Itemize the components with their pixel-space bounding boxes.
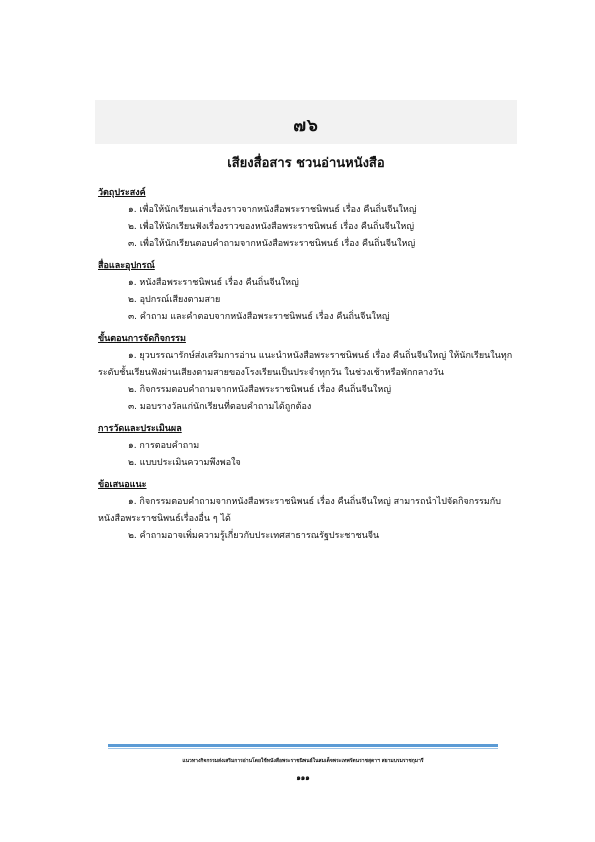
procedure-paragraph: ๑. ยุวบรรณารักษ์ส่งเสริมการอ่าน แนะนำหนังสือพระราชนิพนธ์ เรื่อง คืนถิ่นจีนใหญ่ ให้นักเรียนในทุกระดับชั้นเรียนฟังผ่านเสียงตามสายของโรงเรียนเป็นประจำทุกวัน ในช่วงเช้าหรือพักกลางวัน xyxy=(98,351,513,378)
objective-item: ๑. เพื่อให้นักเรียนเล่าเรื่องราวจากหนังสือพระราชนิพนธ์ เรื่อง คืนถิ่นจีนใหญ่ xyxy=(128,205,417,215)
footer-caption: แนวทางกิจกรรมส่งเสริมการอ่านโดยใช้หนังสือพระราชนิพนธ์ในสมเด็จพระเทพรัตนราชสุดาฯ สยามบรมราชกุมารี xyxy=(182,758,424,764)
evaluation-section xyxy=(98,421,518,472)
evaluation-item: ๒. แบบประเมินความพึงพอใจ xyxy=(128,458,241,468)
suggestion-item: ๒. คำถามอาจเพิ่มความรู้เกี่ยวกับประเทศสาธารณรัฐประชาชนจีน xyxy=(128,531,380,541)
procedure-section xyxy=(98,331,518,416)
procedure-item: ๒. กิจกรรมตอบคำถามจากหนังสือพระราชนิพนธ์ เรื่อง คืนถิ่นจีนใหญ่ xyxy=(128,385,392,395)
materials-section xyxy=(98,258,518,326)
evaluation-heading: การวัดและประเมินผล xyxy=(98,424,182,434)
material-item: ๓. คำถาม และคำตอบจากหนังสือพระราชนิพนธ์ เรื่อง คืนถิ่นจีนใหญ่ xyxy=(128,312,390,322)
procedure-item: ๓. มอบรางวัลแก่นักเรียนที่ตอบคำถามได้ถูกต้อง xyxy=(128,402,312,412)
material-item: ๑. หนังสือพระราชนิพนธ์ เรื่อง คืนถิ่นจีนใหญ่ xyxy=(128,278,299,288)
document-title: เสียงสื่อสาร ชวนอ่านหนังสือ xyxy=(227,156,385,171)
footer-divider-thin xyxy=(108,748,498,749)
footer-page-number: ๑๑๑ xyxy=(296,774,310,782)
material-item: ๒. อุปกรณ์เสียงตามสาย xyxy=(128,295,221,305)
suggestion-paragraph: ๑. กิจกรรมตอบคำถามจากหนังสือพระราชนิพนธ์ เรื่อง คืนถิ่นจีนใหญ่ สามารถนำไปจัดกิจกรรมกับหนังสือพระราชนิพนธ์เรื่องอื่น ๆ ได้ xyxy=(98,497,501,524)
suggestions-section xyxy=(98,477,518,545)
document-body xyxy=(98,185,518,550)
evaluation-item: ๑. การตอบคำถาม xyxy=(128,441,200,451)
suggestions-heading: ข้อเสนอแนะ xyxy=(98,480,147,490)
page-number-band xyxy=(95,100,517,144)
objective-item: ๓. เพื่อให้นักเรียนตอบคำถามจากหนังสือพระราชนิพนธ์ เรื่อง คืนถิ่นจีนใหญ่ xyxy=(128,239,416,249)
objective-item: ๒. เพื่อให้นักเรียนฟังเรื่องราวของหนังสือพระราชนิพนธ์ เรื่อง คืนถิ่นจีนใหญ่ xyxy=(128,222,415,232)
footer-divider xyxy=(108,744,498,747)
objectives-section xyxy=(98,185,518,253)
procedure-heading: ขั้นตอนการจัดกิจกรรม xyxy=(98,334,186,344)
materials-heading: สื่อและอุปกรณ์ xyxy=(98,261,155,271)
page-number: ๗๖ xyxy=(293,116,319,136)
objectives-heading: วัตถุประสงค์ xyxy=(98,188,146,198)
